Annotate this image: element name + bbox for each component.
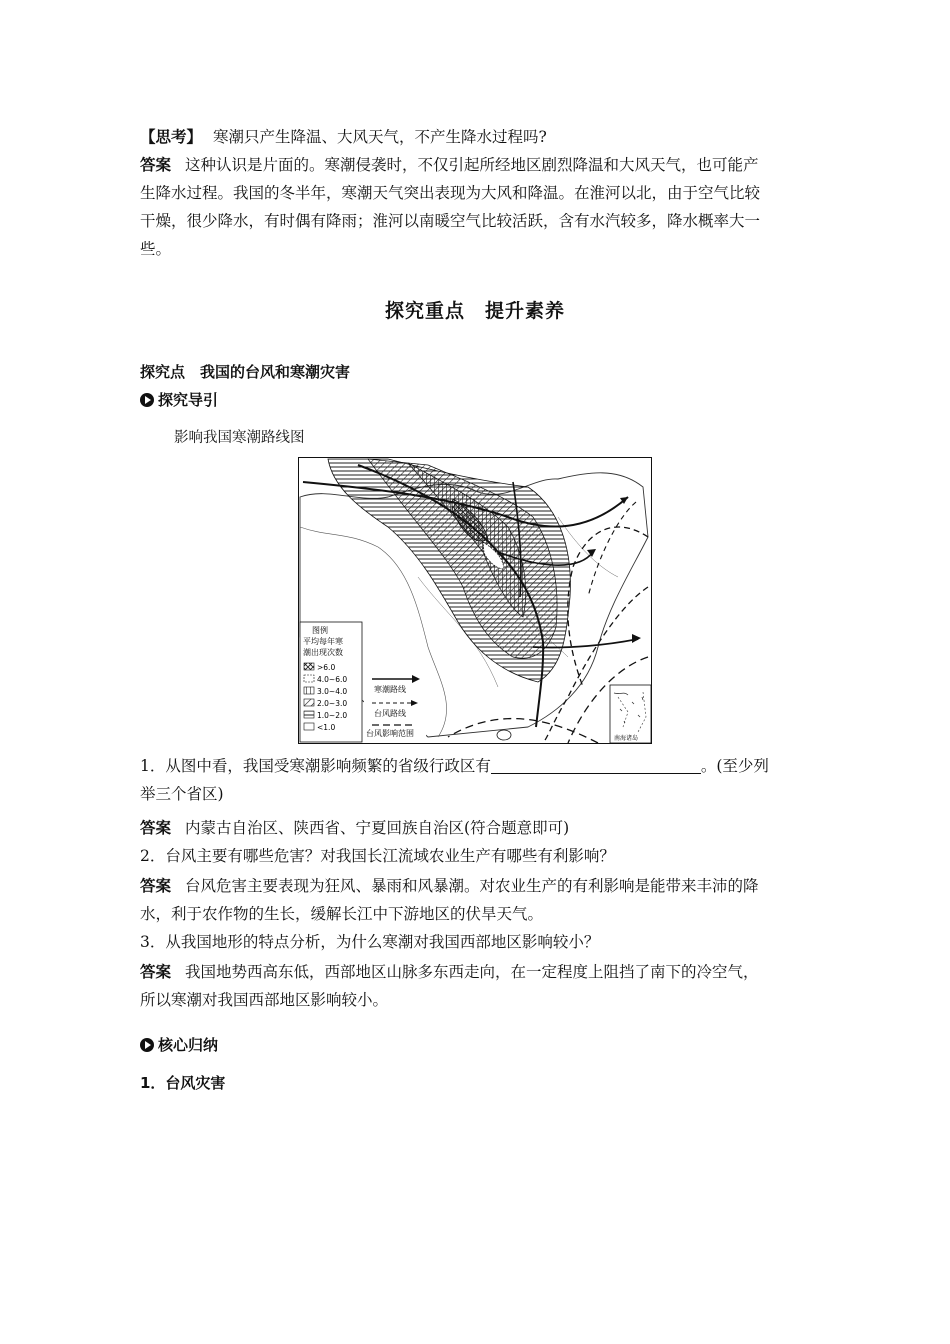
answer-1 xyxy=(140,814,812,842)
answer-2 xyxy=(140,872,812,900)
legend-item: <1.0 xyxy=(317,723,336,732)
answer-blank[interactable] xyxy=(491,755,701,774)
play-circle-icon xyxy=(140,393,154,407)
answer-label: 答案 xyxy=(140,156,172,174)
think-question-line xyxy=(140,123,812,151)
answer-label: 答案 xyxy=(140,877,172,895)
questions-block xyxy=(140,752,812,1014)
answer-2-line-2: 水，利于农作物的生长，缓解长江中下游地区的伏旱天气。 xyxy=(140,905,544,923)
guide-label: 探究导引 xyxy=(158,391,219,409)
inset-label: 南海诸岛 xyxy=(614,735,639,742)
legend-subtitle: 平均每年寒 xyxy=(303,637,343,646)
think-answer-line-4: 些。 xyxy=(140,240,172,258)
answer-label: 答案 xyxy=(140,819,172,837)
question-1 xyxy=(140,752,812,780)
play-circle-icon xyxy=(140,1038,154,1052)
legend-typhoon-influence: 台风影响范围 xyxy=(366,729,414,738)
think-question: 寒潮只产生降温、大风天气，不产生降水过程吗? xyxy=(212,128,547,146)
question-1-text: 1．从图中看，我国受寒潮影响频繁的省级行政区有 xyxy=(140,757,491,775)
answer-3-text: 我国地势西高东低，西部地区山脉多东西走向，在一定程度上阻挡了南下的冷空气， xyxy=(185,963,759,981)
guide-heading xyxy=(140,386,812,414)
answer-1-text: 内蒙古自治区、陕西省、宁夏回族自治区(符合题意即可) xyxy=(185,819,570,837)
map-legend xyxy=(300,622,362,742)
legend-item: 2.0~3.0 xyxy=(317,699,348,708)
answer-3 xyxy=(140,958,812,986)
question-2: 2．台风主要有哪些危害？对我国长江流域农业生产有哪些有利影响？ xyxy=(140,847,615,865)
explore-block xyxy=(140,358,812,414)
think-answer-line-1 xyxy=(140,151,812,179)
answer-label: 答案 xyxy=(140,963,172,981)
south-china-sea-inset xyxy=(610,685,651,743)
question-1-text-after: 。(至少列 xyxy=(700,757,769,775)
core-block xyxy=(140,1031,812,1097)
think-answer-text: 这种认识是片面的。寒潮侵袭时，不仅引起所经地区剧烈降温和大风天气，也可能产 xyxy=(185,156,759,174)
think-answer-line-3: 干燥，很少降水，有时偶有降雨；淮河以南暖空气比较活跃，含有水汽较多，降水概率大一 xyxy=(140,212,761,230)
route-legend xyxy=(364,667,426,742)
explore-point-heading: 探究点 我国的台风和寒潮灾害 xyxy=(140,363,351,381)
legend-cold-wave-route: 寒潮路线 xyxy=(374,685,406,694)
core-heading xyxy=(140,1031,812,1059)
legend-item: 4.0~6.0 xyxy=(317,675,348,684)
think-block xyxy=(140,123,812,263)
legend-item: >6.0 xyxy=(317,663,336,672)
legend-subtitle: 潮出现次数 xyxy=(303,648,343,657)
section-title: 探究重点 提升素养 xyxy=(384,300,565,322)
core-label: 核心归纳 xyxy=(158,1036,219,1054)
question-3: 3．从我国地形的特点分析，为什么寒潮对我国西部地区影响较小？ xyxy=(140,933,600,951)
legend-title: 图例 xyxy=(312,626,328,635)
legend-item: 1.0~2.0 xyxy=(317,711,348,720)
think-answer-line-2: 生降水过程。我国的冬半年，寒潮天气突出表现为大风和降温。在淮河以北，由于空气比较 xyxy=(140,184,761,202)
answer-3-line-2: 所以寒潮对我国西部地区影响较小。 xyxy=(140,991,389,1009)
legend-item: 3.0~4.0 xyxy=(317,687,348,696)
think-label: 【思考】 xyxy=(140,128,203,146)
question-1-line-2: 举三个省区) xyxy=(140,785,224,803)
hainan-island xyxy=(497,730,511,740)
cold-wave-route-map xyxy=(298,457,652,744)
legend-typhoon-route: 台风路线 xyxy=(374,709,406,718)
core-item-1: 1．台风灾害 xyxy=(140,1074,226,1092)
map-title: 影响我国寒潮路线图 xyxy=(174,430,305,446)
answer-2-text: 台风危害主要表现为狂风、暴雨和风暴潮。对农业生产的有利影响是能带来丰沛的降 xyxy=(185,877,759,895)
